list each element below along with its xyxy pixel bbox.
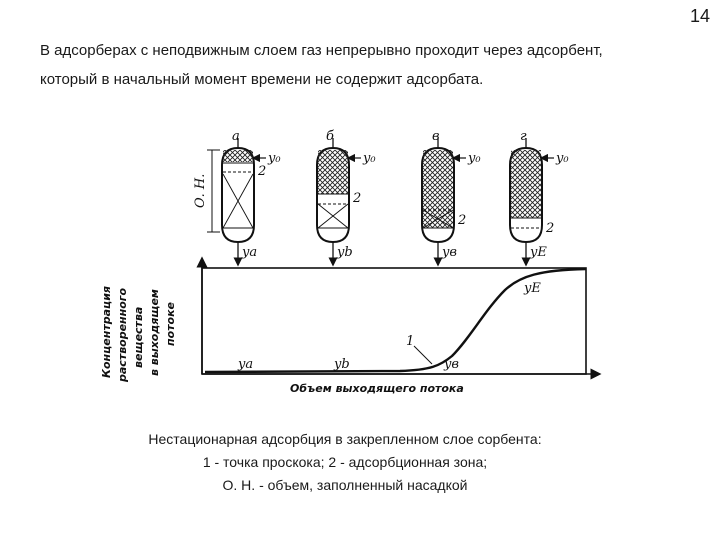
column-v-outlet: yв [442, 245, 457, 260]
column-b-inlet: y₀ [363, 151, 376, 166]
column-a [193, 129, 281, 262]
breakthrough-point-label: 1 [406, 334, 415, 349]
svg-text:в выходящем: в выходящем [148, 289, 161, 376]
caption-line-1: Нестационарная адсорбция в закрепленном слое сорбента: [148, 431, 542, 447]
svg-text:растворенного: растворенного [116, 287, 129, 382]
column-v-inlet: y₀ [468, 151, 481, 166]
curve-label-ye: yE [524, 281, 541, 296]
height-label: О. Н. [193, 173, 208, 208]
intro-paragraph: В адсорберах с неподвижным слоем газ непрерывно проходит через адсорбент, который в начальный момент времени не содержит адсорбата. [40, 42, 603, 88]
column-g-letter: г [520, 129, 527, 144]
column-b-letter: б [326, 129, 334, 144]
breakthrough-pointer [414, 346, 432, 364]
curve-label-ya: yа [238, 357, 254, 372]
svg-text:потоке: потоке [164, 301, 177, 346]
column-v [422, 129, 481, 262]
column-a-inlet: y₀ [268, 151, 281, 166]
column-v-zone: 2 [458, 213, 467, 228]
column-a-zone: 2 [258, 164, 267, 179]
y-axis-label [100, 286, 177, 383]
caption-line-3: О. Н. - объем, заполненный насадкой [222, 477, 468, 493]
x-axis-label: Объем выходящего потока [290, 382, 464, 395]
curve-label-yb: yb [334, 357, 350, 372]
svg-text:Концентрация: Концентрация [100, 286, 113, 378]
caption-line-2: 1 - точка проскока; 2 - адсорбционная зона; [202, 454, 488, 470]
column-g-outlet: yE [530, 245, 547, 260]
column-a-letter: а [232, 129, 240, 144]
column-g [510, 129, 569, 262]
column-b-zone: 2 [353, 191, 362, 206]
breakthrough-plot [100, 262, 596, 395]
column-b-outlet: yb [337, 245, 353, 260]
column-b [317, 129, 376, 262]
curve-label-yv: yв [444, 357, 459, 372]
column-g-inlet: y₀ [556, 151, 569, 166]
column-a-outlet: yа [242, 245, 258, 260]
column-g-zone: 2 [546, 221, 555, 236]
slide-number: 14 [689, 6, 710, 26]
figure-caption [140, 428, 550, 497]
svg-text:вещества: вещества [132, 306, 145, 368]
column-v-letter: в [432, 129, 440, 144]
